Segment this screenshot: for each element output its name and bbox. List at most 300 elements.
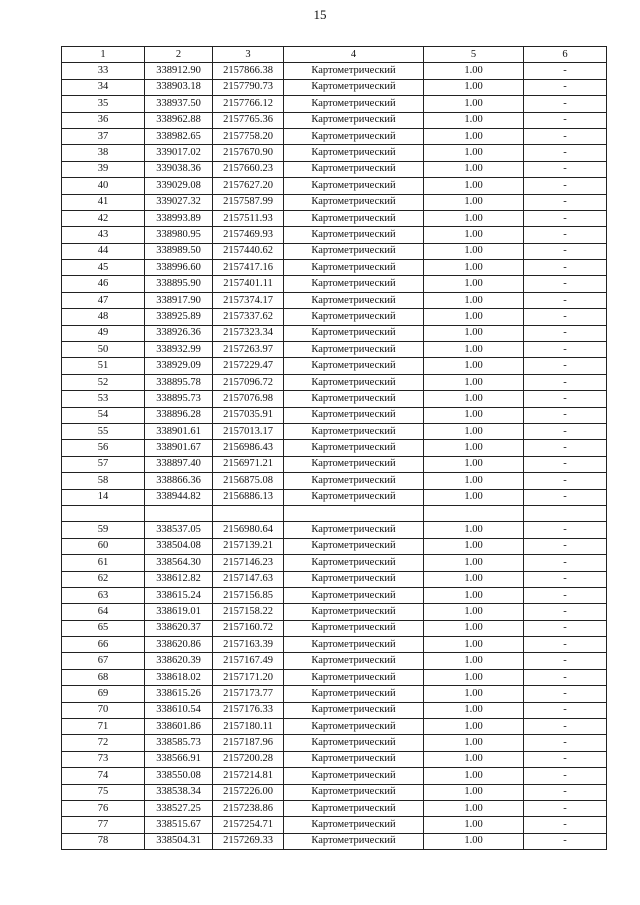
point-number-cell: 36 xyxy=(62,112,145,128)
note-cell: - xyxy=(524,276,607,292)
accuracy-cell: 1.00 xyxy=(424,325,524,341)
method-cell: Картометрический xyxy=(284,800,424,816)
note-cell: - xyxy=(524,112,607,128)
x-coordinate-cell: 338897.40 xyxy=(145,456,213,472)
accuracy-cell: 1.00 xyxy=(424,620,524,636)
point-number-cell: 71 xyxy=(62,719,145,735)
method-cell: Картометрический xyxy=(284,440,424,456)
y-coordinate-cell: 2157323.34 xyxy=(213,325,284,341)
table-row xyxy=(62,833,607,849)
note-cell: - xyxy=(524,456,607,472)
y-coordinate-cell: 2157226.00 xyxy=(213,784,284,800)
accuracy-cell: 1.00 xyxy=(424,686,524,702)
x-coordinate-cell: 338615.26 xyxy=(145,686,213,702)
y-coordinate-cell: 2157035.91 xyxy=(213,407,284,423)
header-cell: 3 xyxy=(213,47,284,63)
method-cell: Картометрический xyxy=(284,391,424,407)
note-cell: - xyxy=(524,719,607,735)
table-row xyxy=(62,374,607,390)
y-coordinate-cell: 2156886.13 xyxy=(213,489,284,505)
y-coordinate-cell: 2157587.99 xyxy=(213,194,284,210)
x-coordinate-cell: 338601.86 xyxy=(145,719,213,735)
point-number-cell: 46 xyxy=(62,276,145,292)
table-row xyxy=(62,309,607,325)
method-cell: Картометрический xyxy=(284,751,424,767)
point-number-cell: 49 xyxy=(62,325,145,341)
table-row xyxy=(62,96,607,112)
accuracy-cell: 1.00 xyxy=(424,800,524,816)
x-coordinate-cell: 338566.91 xyxy=(145,751,213,767)
y-coordinate-cell: 2157200.28 xyxy=(213,751,284,767)
x-coordinate-cell: 338550.08 xyxy=(145,768,213,784)
point-number-cell: 14 xyxy=(62,489,145,505)
x-coordinate-cell: 338996.60 xyxy=(145,260,213,276)
note-cell: - xyxy=(524,423,607,439)
x-coordinate-cell: 338925.89 xyxy=(145,309,213,325)
method-cell: Картометрический xyxy=(284,161,424,177)
x-coordinate-cell: 338896.28 xyxy=(145,407,213,423)
method-cell: Картометрический xyxy=(284,637,424,653)
note-cell: - xyxy=(524,227,607,243)
y-coordinate-cell: 2156986.43 xyxy=(213,440,284,456)
method-cell: Картометрический xyxy=(284,669,424,685)
method-cell: Картометрический xyxy=(284,243,424,259)
method-cell: Картометрический xyxy=(284,817,424,833)
note-cell: - xyxy=(524,555,607,571)
note-cell: - xyxy=(524,604,607,620)
table-row xyxy=(62,751,607,767)
y-coordinate-cell: 2157171.20 xyxy=(213,669,284,685)
y-coordinate-cell: 2157440.62 xyxy=(213,243,284,259)
table-row xyxy=(62,620,607,636)
method-cell: Картометрический xyxy=(284,522,424,538)
x-coordinate-cell: 338538.34 xyxy=(145,784,213,800)
x-coordinate-cell: 338619.01 xyxy=(145,604,213,620)
x-coordinate-cell: 339038.36 xyxy=(145,161,213,177)
table-row xyxy=(62,702,607,718)
x-coordinate-cell: 338620.37 xyxy=(145,620,213,636)
accuracy-cell: 1.00 xyxy=(424,653,524,669)
y-coordinate-cell: 2157187.96 xyxy=(213,735,284,751)
y-coordinate-cell: 2156971.21 xyxy=(213,456,284,472)
accuracy-cell: 1.00 xyxy=(424,227,524,243)
x-coordinate-cell: 338620.86 xyxy=(145,637,213,653)
point-number-cell: 62 xyxy=(62,571,145,587)
table-row xyxy=(62,768,607,784)
table-row xyxy=(62,817,607,833)
point-number-cell: 66 xyxy=(62,637,145,653)
method-cell: Картометрический xyxy=(284,63,424,79)
accuracy-cell: 1.00 xyxy=(424,276,524,292)
accuracy-cell: 1.00 xyxy=(424,391,524,407)
method-cell: Картометрический xyxy=(284,194,424,210)
accuracy-cell: 1.00 xyxy=(424,768,524,784)
accuracy-cell: 1.00 xyxy=(424,456,524,472)
method-cell: Картометрический xyxy=(284,342,424,358)
x-coordinate-cell: 338504.31 xyxy=(145,833,213,849)
note-cell: - xyxy=(524,194,607,210)
point-number-cell: 40 xyxy=(62,178,145,194)
point-number-cell: 34 xyxy=(62,79,145,95)
note-cell: - xyxy=(524,800,607,816)
method-cell: Картометрический xyxy=(284,423,424,439)
y-coordinate-cell: 2157180.11 xyxy=(213,719,284,735)
point-number-cell: 77 xyxy=(62,817,145,833)
method-cell: Картометрический xyxy=(284,178,424,194)
y-coordinate-cell: 2157766.12 xyxy=(213,96,284,112)
x-coordinate-cell: 338989.50 xyxy=(145,243,213,259)
point-number-cell: 58 xyxy=(62,473,145,489)
table-row xyxy=(62,210,607,226)
accuracy-cell: 1.00 xyxy=(424,260,524,276)
table-row xyxy=(62,358,607,374)
point-number-cell: 70 xyxy=(62,702,145,718)
point-number-cell: 69 xyxy=(62,686,145,702)
y-coordinate-cell: 2157417.16 xyxy=(213,260,284,276)
y-coordinate-cell: 2157660.23 xyxy=(213,161,284,177)
y-coordinate-cell: 2157627.20 xyxy=(213,178,284,194)
empty-cell xyxy=(62,505,145,521)
point-number-cell: 39 xyxy=(62,161,145,177)
method-cell: Картометрический xyxy=(284,784,424,800)
table-row xyxy=(62,587,607,603)
point-number-cell: 75 xyxy=(62,784,145,800)
note-cell: - xyxy=(524,686,607,702)
table-row xyxy=(62,653,607,669)
accuracy-cell: 1.00 xyxy=(424,194,524,210)
point-number-cell: 44 xyxy=(62,243,145,259)
table-row xyxy=(62,292,607,308)
accuracy-cell: 1.00 xyxy=(424,309,524,325)
empty-cell xyxy=(284,505,424,521)
x-coordinate-cell: 338901.61 xyxy=(145,423,213,439)
accuracy-cell: 1.00 xyxy=(424,555,524,571)
accuracy-cell: 1.00 xyxy=(424,79,524,95)
note-cell: - xyxy=(524,702,607,718)
point-number-cell: 38 xyxy=(62,145,145,161)
x-coordinate-cell: 338993.89 xyxy=(145,210,213,226)
method-cell: Картометрический xyxy=(284,489,424,505)
y-coordinate-cell: 2157401.11 xyxy=(213,276,284,292)
accuracy-cell: 1.00 xyxy=(424,440,524,456)
note-cell: - xyxy=(524,522,607,538)
x-coordinate-cell: 338901.67 xyxy=(145,440,213,456)
accuracy-cell: 1.00 xyxy=(424,161,524,177)
y-coordinate-cell: 2157263.97 xyxy=(213,342,284,358)
point-number-cell: 33 xyxy=(62,63,145,79)
point-number-cell: 55 xyxy=(62,423,145,439)
y-coordinate-cell: 2157229.47 xyxy=(213,358,284,374)
method-cell: Картометрический xyxy=(284,571,424,587)
accuracy-cell: 1.00 xyxy=(424,571,524,587)
x-coordinate-cell: 338866.36 xyxy=(145,473,213,489)
point-number-cell: 68 xyxy=(62,669,145,685)
point-number-cell: 59 xyxy=(62,522,145,538)
x-coordinate-cell: 338585.73 xyxy=(145,735,213,751)
table-row xyxy=(62,604,607,620)
x-coordinate-cell: 338932.99 xyxy=(145,342,213,358)
accuracy-cell: 1.00 xyxy=(424,751,524,767)
accuracy-cell: 1.00 xyxy=(424,784,524,800)
separator-row xyxy=(62,505,607,521)
point-number-cell: 56 xyxy=(62,440,145,456)
point-number-cell: 51 xyxy=(62,358,145,374)
point-number-cell: 57 xyxy=(62,456,145,472)
point-number-cell: 47 xyxy=(62,292,145,308)
y-coordinate-cell: 2157254.71 xyxy=(213,817,284,833)
note-cell: - xyxy=(524,79,607,95)
method-cell: Картометрический xyxy=(284,653,424,669)
method-cell: Картометрический xyxy=(284,407,424,423)
method-cell: Картометрический xyxy=(284,555,424,571)
method-cell: Картометрический xyxy=(284,128,424,144)
method-cell: Картометрический xyxy=(284,325,424,341)
note-cell: - xyxy=(524,620,607,636)
x-coordinate-cell: 338982.65 xyxy=(145,128,213,144)
method-cell: Картометрический xyxy=(284,358,424,374)
point-number-cell: 48 xyxy=(62,309,145,325)
accuracy-cell: 1.00 xyxy=(424,817,524,833)
x-coordinate-cell: 338937.50 xyxy=(145,96,213,112)
table-row xyxy=(62,719,607,735)
accuracy-cell: 1.00 xyxy=(424,833,524,849)
point-number-cell: 61 xyxy=(62,555,145,571)
table-header-row xyxy=(62,47,607,63)
x-coordinate-cell: 338537.05 xyxy=(145,522,213,538)
point-number-cell: 53 xyxy=(62,391,145,407)
y-coordinate-cell: 2157176.33 xyxy=(213,702,284,718)
point-number-cell: 74 xyxy=(62,768,145,784)
table-row xyxy=(62,473,607,489)
y-coordinate-cell: 2157866.38 xyxy=(213,63,284,79)
table-row xyxy=(62,571,607,587)
accuracy-cell: 1.00 xyxy=(424,358,524,374)
header-cell: 1 xyxy=(62,47,145,63)
note-cell: - xyxy=(524,128,607,144)
y-coordinate-cell: 2157096.72 xyxy=(213,374,284,390)
note-cell: - xyxy=(524,407,607,423)
method-cell: Картометрический xyxy=(284,702,424,718)
note-cell: - xyxy=(524,751,607,767)
table-row xyxy=(62,227,607,243)
x-coordinate-cell: 338612.82 xyxy=(145,571,213,587)
accuracy-cell: 1.00 xyxy=(424,96,524,112)
note-cell: - xyxy=(524,538,607,554)
y-coordinate-cell: 2157013.17 xyxy=(213,423,284,439)
header-cell: 6 xyxy=(524,47,607,63)
table-row xyxy=(62,784,607,800)
method-cell: Картометрический xyxy=(284,686,424,702)
x-coordinate-cell: 338980.95 xyxy=(145,227,213,243)
accuracy-cell: 1.00 xyxy=(424,210,524,226)
method-cell: Картометрический xyxy=(284,374,424,390)
accuracy-cell: 1.00 xyxy=(424,63,524,79)
method-cell: Картометрический xyxy=(284,456,424,472)
point-number-cell: 54 xyxy=(62,407,145,423)
x-coordinate-cell: 338615.24 xyxy=(145,587,213,603)
x-coordinate-cell: 338504.08 xyxy=(145,538,213,554)
x-coordinate-cell: 338962.88 xyxy=(145,112,213,128)
table-row xyxy=(62,79,607,95)
y-coordinate-cell: 2157173.77 xyxy=(213,686,284,702)
empty-cell xyxy=(145,505,213,521)
accuracy-cell: 1.00 xyxy=(424,423,524,439)
accuracy-cell: 1.00 xyxy=(424,587,524,603)
note-cell: - xyxy=(524,637,607,653)
table-row xyxy=(62,686,607,702)
method-cell: Картометрический xyxy=(284,260,424,276)
table-row xyxy=(62,342,607,358)
y-coordinate-cell: 2156875.08 xyxy=(213,473,284,489)
point-number-cell: 73 xyxy=(62,751,145,767)
table-row xyxy=(62,637,607,653)
accuracy-cell: 1.00 xyxy=(424,473,524,489)
header-cell: 2 xyxy=(145,47,213,63)
point-number-cell: 41 xyxy=(62,194,145,210)
note-cell: - xyxy=(524,833,607,849)
method-cell: Картометрический xyxy=(284,227,424,243)
x-coordinate-cell: 339017.02 xyxy=(145,145,213,161)
accuracy-cell: 1.00 xyxy=(424,112,524,128)
table-row xyxy=(62,325,607,341)
table-row xyxy=(62,440,607,456)
point-number-cell: 43 xyxy=(62,227,145,243)
method-cell: Картометрический xyxy=(284,79,424,95)
point-number-cell: 60 xyxy=(62,538,145,554)
accuracy-cell: 1.00 xyxy=(424,145,524,161)
table-row xyxy=(62,194,607,210)
y-coordinate-cell: 2157167.49 xyxy=(213,653,284,669)
note-cell: - xyxy=(524,669,607,685)
y-coordinate-cell: 2157269.33 xyxy=(213,833,284,849)
method-cell: Картометрический xyxy=(284,145,424,161)
accuracy-cell: 1.00 xyxy=(424,669,524,685)
note-cell: - xyxy=(524,63,607,79)
x-coordinate-cell: 338917.90 xyxy=(145,292,213,308)
x-coordinate-cell: 338618.02 xyxy=(145,669,213,685)
x-coordinate-cell: 338610.54 xyxy=(145,702,213,718)
accuracy-cell: 1.00 xyxy=(424,407,524,423)
method-cell: Картометрический xyxy=(284,473,424,489)
accuracy-cell: 1.00 xyxy=(424,702,524,718)
note-cell: - xyxy=(524,178,607,194)
accuracy-cell: 1.00 xyxy=(424,719,524,735)
note-cell: - xyxy=(524,325,607,341)
y-coordinate-cell: 2157670.90 xyxy=(213,145,284,161)
empty-cell xyxy=(213,505,284,521)
y-coordinate-cell: 2157160.72 xyxy=(213,620,284,636)
note-cell: - xyxy=(524,440,607,456)
note-cell: - xyxy=(524,342,607,358)
header-cell: 4 xyxy=(284,47,424,63)
table-row xyxy=(62,260,607,276)
note-cell: - xyxy=(524,161,607,177)
y-coordinate-cell: 2157469.93 xyxy=(213,227,284,243)
table-row xyxy=(62,423,607,439)
note-cell: - xyxy=(524,784,607,800)
table-row xyxy=(62,555,607,571)
y-coordinate-cell: 2156980.64 xyxy=(213,522,284,538)
method-cell: Картометрический xyxy=(284,587,424,603)
note-cell: - xyxy=(524,653,607,669)
y-coordinate-cell: 2157158.22 xyxy=(213,604,284,620)
table-row xyxy=(62,145,607,161)
y-coordinate-cell: 2157765.36 xyxy=(213,112,284,128)
y-coordinate-cell: 2157076.98 xyxy=(213,391,284,407)
method-cell: Картометрический xyxy=(284,309,424,325)
point-number-cell: 45 xyxy=(62,260,145,276)
note-cell: - xyxy=(524,243,607,259)
method-cell: Картометрический xyxy=(284,719,424,735)
method-cell: Картометрический xyxy=(284,112,424,128)
table-row xyxy=(62,800,607,816)
y-coordinate-cell: 2157758.20 xyxy=(213,128,284,144)
table-row xyxy=(62,112,607,128)
method-cell: Картометрический xyxy=(284,96,424,112)
note-cell: - xyxy=(524,145,607,161)
table-row xyxy=(62,161,607,177)
y-coordinate-cell: 2157163.39 xyxy=(213,637,284,653)
point-number-cell: 64 xyxy=(62,604,145,620)
y-coordinate-cell: 2157156.85 xyxy=(213,587,284,603)
method-cell: Картометрический xyxy=(284,292,424,308)
table-body xyxy=(62,47,607,850)
note-cell: - xyxy=(524,571,607,587)
note-cell: - xyxy=(524,473,607,489)
accuracy-cell: 1.00 xyxy=(424,637,524,653)
y-coordinate-cell: 2157146.23 xyxy=(213,555,284,571)
coordinates-table xyxy=(61,46,607,850)
note-cell: - xyxy=(524,817,607,833)
accuracy-cell: 1.00 xyxy=(424,374,524,390)
y-coordinate-cell: 2157790.73 xyxy=(213,79,284,95)
accuracy-cell: 1.00 xyxy=(424,243,524,259)
x-coordinate-cell: 338929.09 xyxy=(145,358,213,374)
method-cell: Картометрический xyxy=(284,735,424,751)
point-number-cell: 65 xyxy=(62,620,145,636)
table-row xyxy=(62,522,607,538)
accuracy-cell: 1.00 xyxy=(424,735,524,751)
point-number-cell: 63 xyxy=(62,587,145,603)
y-coordinate-cell: 2157147.63 xyxy=(213,571,284,587)
accuracy-cell: 1.00 xyxy=(424,604,524,620)
x-coordinate-cell: 338903.18 xyxy=(145,79,213,95)
accuracy-cell: 1.00 xyxy=(424,292,524,308)
x-coordinate-cell: 338527.25 xyxy=(145,800,213,816)
note-cell: - xyxy=(524,735,607,751)
point-number-cell: 76 xyxy=(62,800,145,816)
x-coordinate-cell: 338895.78 xyxy=(145,374,213,390)
accuracy-cell: 1.00 xyxy=(424,178,524,194)
point-number-cell: 42 xyxy=(62,210,145,226)
point-number-cell: 67 xyxy=(62,653,145,669)
method-cell: Картометрический xyxy=(284,538,424,554)
x-coordinate-cell: 338912.90 xyxy=(145,63,213,79)
y-coordinate-cell: 2157374.17 xyxy=(213,292,284,308)
x-coordinate-cell: 338515.67 xyxy=(145,817,213,833)
point-number-cell: 50 xyxy=(62,342,145,358)
point-number-cell: 72 xyxy=(62,735,145,751)
x-coordinate-cell: 338564.30 xyxy=(145,555,213,571)
x-coordinate-cell: 338895.90 xyxy=(145,276,213,292)
note-cell: - xyxy=(524,309,607,325)
note-cell: - xyxy=(524,374,607,390)
note-cell: - xyxy=(524,489,607,505)
accuracy-cell: 1.00 xyxy=(424,522,524,538)
note-cell: - xyxy=(524,587,607,603)
x-coordinate-cell: 338620.39 xyxy=(145,653,213,669)
y-coordinate-cell: 2157337.62 xyxy=(213,309,284,325)
